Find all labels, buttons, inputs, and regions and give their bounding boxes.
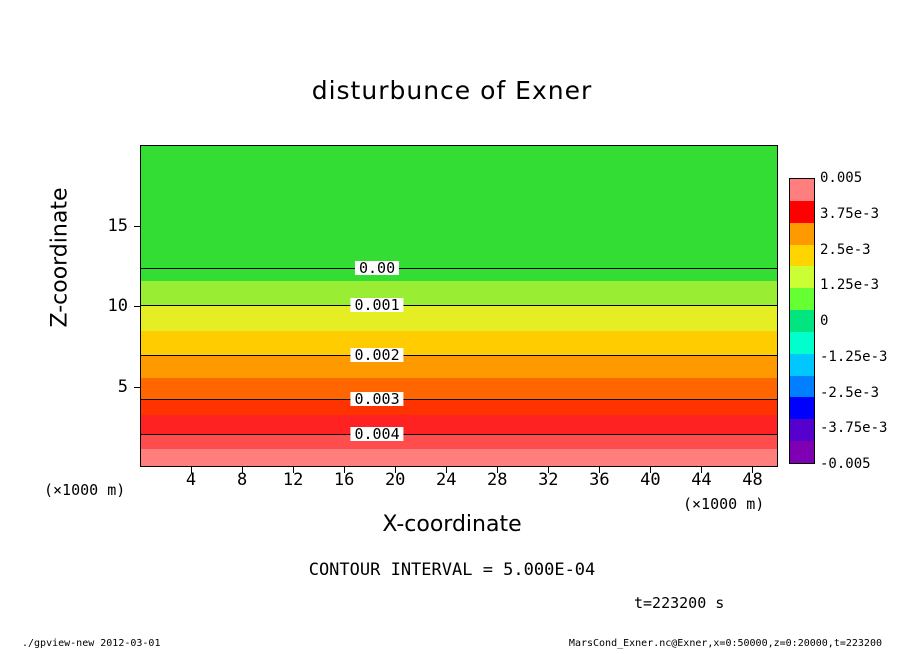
x-axis-tick-label: 36 <box>589 470 610 490</box>
colorbar-tick-label: -2.5e-3 <box>820 384 880 401</box>
contour-band <box>141 399 777 415</box>
y-axis-tick <box>134 387 140 388</box>
y-axis-tick-label: 5 <box>117 376 128 397</box>
y-axis-tick <box>134 226 140 227</box>
page-title: disturbunce of Exner <box>311 76 593 105</box>
colorbar <box>789 178 815 464</box>
x-axis-tick-label: 8 <box>236 470 248 490</box>
colorbar-cell <box>790 354 814 376</box>
contour-band <box>141 415 777 434</box>
contour-label: 0.003 <box>350 392 403 406</box>
colorbar-cell <box>790 201 814 223</box>
x-axis-tick-label: 44 <box>691 470 712 490</box>
colorbar-tick-label: 2.5e-3 <box>820 241 871 258</box>
y-axis-tick-label: 10 <box>107 296 128 316</box>
contour-interval-label: CONTOUR INTERVAL = 5.000E-04 <box>308 560 596 580</box>
contour-band <box>141 305 777 331</box>
contour-band <box>141 331 777 355</box>
contour-label: 0.00 <box>355 261 399 275</box>
colorbar-tick-label: -3.75e-3 <box>820 420 888 437</box>
colorbar-tick-label: -1.25e-3 <box>820 348 888 365</box>
colorbar-cell <box>790 397 814 419</box>
contour-label: 0.002 <box>350 348 403 362</box>
x-axis-tick-label: 16 <box>333 470 355 490</box>
colorbar-cell <box>790 441 814 463</box>
x-axis-tick-label: 20 <box>384 470 406 490</box>
contour-band <box>141 378 777 399</box>
y-axis-tick <box>134 306 140 307</box>
x-axis-tick-label: 24 <box>435 470 457 490</box>
contour-band <box>141 146 777 281</box>
x-axis-tick-label: 28 <box>487 470 508 490</box>
contour-band <box>141 281 777 305</box>
x-axis-tick-label: 12 <box>282 470 304 490</box>
contour-band <box>141 355 777 378</box>
colorbar-tick-label: 1.25e-3 <box>820 277 880 294</box>
colorbar-cell <box>790 332 814 354</box>
contour-band <box>141 449 777 467</box>
x-axis-tick-label: 40 <box>640 470 661 490</box>
y-axis-tick-label: 15 <box>107 215 128 236</box>
time-label: t=223200 s <box>634 594 725 612</box>
contour-line <box>141 399 777 400</box>
colorbar-tick-label: 0 <box>820 313 829 329</box>
contour-line <box>141 355 777 356</box>
plot-area <box>140 145 778 467</box>
colorbar-cell <box>790 245 814 267</box>
colorbar-tick-label: 0.005 <box>820 170 863 186</box>
y-axis-unit: (×1000 m) <box>44 481 126 499</box>
contour-label: 0.001 <box>350 298 403 312</box>
y-axis-title: Z-coordinate <box>47 187 73 328</box>
contour-label: 0.004 <box>350 427 403 441</box>
colorbar-cell <box>790 376 814 398</box>
footer-left-label: ./gpview-new 2012-03-01 <box>22 638 161 649</box>
colorbar-tick-label: -0.005 <box>820 456 871 472</box>
colorbar-cell <box>790 419 814 441</box>
colorbar-cell <box>790 266 814 288</box>
contour-line <box>141 268 777 269</box>
colorbar-cell <box>790 179 814 201</box>
footer-right-label: MarsCond_Exner.nc@Exner,x=0:50000,z=0:20000,t=223200 <box>568 638 882 649</box>
contour-band <box>141 434 777 448</box>
colorbar-tick-label: 3.75e-3 <box>820 205 880 222</box>
x-axis-tick-label: 48 <box>742 470 763 490</box>
colorbar-cell <box>790 310 814 332</box>
x-axis-tick-label: 32 <box>538 470 559 490</box>
x-axis-tick-label: 4 <box>185 470 197 490</box>
colorbar-cell <box>790 223 814 245</box>
colorbar-cell <box>790 288 814 310</box>
x-axis-unit: (×1000 m) <box>683 495 765 513</box>
contour-line <box>141 434 777 435</box>
contour-line <box>141 305 777 306</box>
x-axis-title: X-coordinate <box>382 512 522 537</box>
